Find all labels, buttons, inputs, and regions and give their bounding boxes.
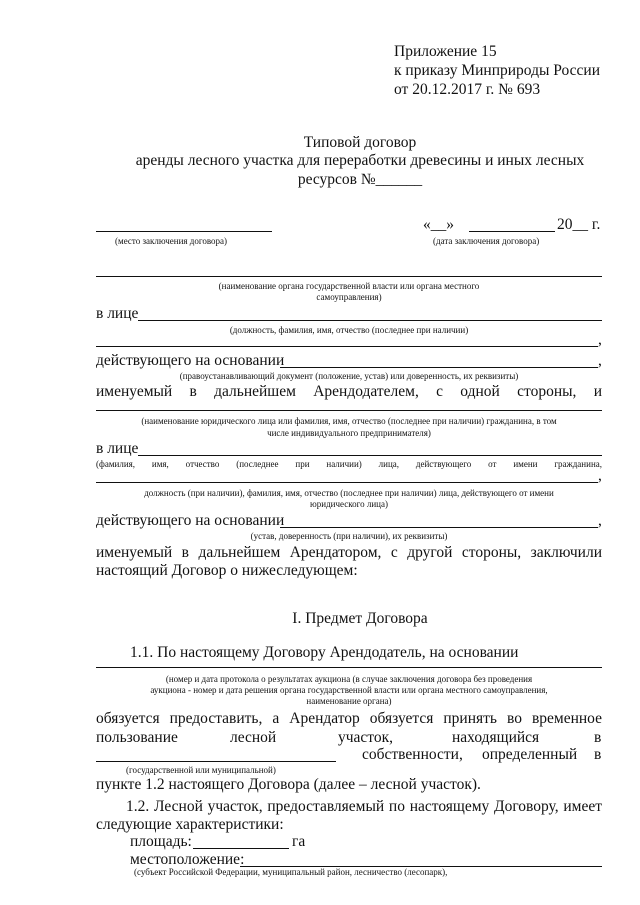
lessor-position-hint: (должность, фамилия, имя, отчество (последнее при наличии) — [229, 325, 469, 335]
ownership-word: собственности, — [362, 746, 463, 763]
date-hint: (дата заключения договора) — [433, 236, 540, 246]
lessor-acting-hint: (правоустанавливающий документ (положение, устав) или доверенность, их реквизиты) — [179, 371, 519, 381]
lessee-acting-blank — [280, 527, 598, 528]
lessee-named-1: именуемый в дальнейшем Арендатором, с другой стороны, заключили — [96, 544, 602, 561]
lessee-acting-comma: , — [598, 512, 602, 529]
location-hint: (субъект Российской Федерации, муниципальный район, лесничество (лесопарк), — [134, 867, 448, 877]
use-word-4: находящийся — [452, 729, 540, 746]
defined-word: определенный — [482, 746, 578, 763]
lessee-in-person: в лице — [96, 440, 139, 457]
lessor-org-blank — [96, 276, 602, 277]
lessee-name-hint-2: числе индивидуального предпринимателя) — [267, 428, 431, 438]
place-blank — [96, 231, 272, 232]
clause-1-2-line-1: 1.2. Лесной участок, предоставляемый по настоящему Договору, имеет — [126, 798, 602, 815]
lessee-name-hint-1: (наименование юридического лица или фамилия, имя, отчество (последнее при наличии) гражданина, в том — [141, 416, 557, 426]
clause-1-1-hint-2: аукциона - номер и дата решения органа государственной власти или органа местного самоуправления, — [150, 685, 548, 695]
clause-ref: пункте 1.2 настоящего Договора (далее – лесной участок). — [96, 776, 481, 793]
lessor-position-blank — [96, 346, 598, 347]
lessee-person-blank-2 — [96, 482, 598, 483]
date-year: 20__ г. — [557, 216, 601, 233]
location-label: местоположение: — [130, 851, 245, 868]
date-quote: «__» — [423, 216, 454, 233]
lessor-acting: действующего на основании — [96, 352, 285, 369]
lessee-named-2: настоящий Договор о нижеследующем: — [96, 562, 358, 579]
lessor-person-blank — [138, 320, 602, 321]
lessee-person-hint-2: должность (при наличии), фамилия, имя, отчество (последнее при наличии) лица, действующего от имени — [144, 488, 554, 498]
ownership-blank — [96, 761, 336, 762]
lessee-person-hint-3: юридического лица) — [310, 499, 388, 509]
clause-1-2-line-2: следующие характеристики: — [96, 816, 284, 833]
lessor-in-person: в лице — [96, 305, 139, 322]
date-blank — [469, 231, 555, 232]
lessee-person-blank — [138, 455, 602, 456]
lessee-name-blank — [96, 410, 602, 411]
title-line-2: аренды лесного участка для переработки древесины и иных лесных — [135, 152, 585, 169]
use-word-2: лесной — [230, 729, 277, 746]
clause-1-1-hint-3: наименование органа) — [306, 696, 392, 706]
place-hint: (место заключения договора) — [115, 236, 228, 246]
area-blank — [193, 848, 289, 849]
section-1-heading: I. Предмет Договора — [292, 610, 428, 627]
title-line-3: ресурсов №______ — [297, 171, 423, 188]
use-word-1: пользование — [96, 729, 178, 746]
clause-1-1-hint-1: (номер и дата протокола о результатах аукциона (в случае заключения договора без проведения — [165, 674, 533, 684]
use-word-5: в — [594, 729, 602, 746]
clause-1-1-blank — [96, 667, 602, 668]
clause-1-1: 1.1. По настоящему Договору Арендодатель, на основании — [130, 644, 519, 661]
lessor-comma: , — [598, 331, 602, 348]
lessor-named: именуемый в дальнейшем Арендодателем, с одной стороны, и — [96, 383, 602, 400]
ownership-hint: (государственной или муниципальной) — [126, 765, 276, 775]
appendix-line-3: от 20.12.2017 г. № 693 — [394, 81, 541, 98]
title-line-1: Типовой договор — [303, 134, 417, 151]
lessor-acting-blank — [280, 367, 598, 368]
area-label: площадь: — [130, 833, 192, 850]
obliges-line: обязуется предоставить, а Арендатор обязуется принять во временное — [96, 710, 602, 727]
lessor-org-hint-1: (наименование органа государственной власти или органа местного — [218, 281, 480, 291]
lessee-person-hint-1: (фамилия, имя, отчество (последнее при наличии) лица, действующего от имени гражданина, — [96, 459, 602, 469]
lessor-org-hint-2: самоуправления) — [316, 292, 382, 302]
lessor-acting-comma: , — [598, 352, 602, 369]
lessee-comma: , — [598, 467, 602, 484]
area-unit: га — [292, 833, 306, 850]
appendix-line-1: Приложение 15 — [394, 43, 497, 60]
use-word-3: участок, — [338, 729, 394, 746]
in-word: в — [594, 746, 602, 763]
lessee-acting-hint: (устав, доверенность (при наличии), их реквизиты) — [250, 531, 448, 541]
lessee-acting: действующего на основании — [96, 512, 285, 529]
appendix-line-2: к приказу Минприроды России — [394, 62, 601, 79]
